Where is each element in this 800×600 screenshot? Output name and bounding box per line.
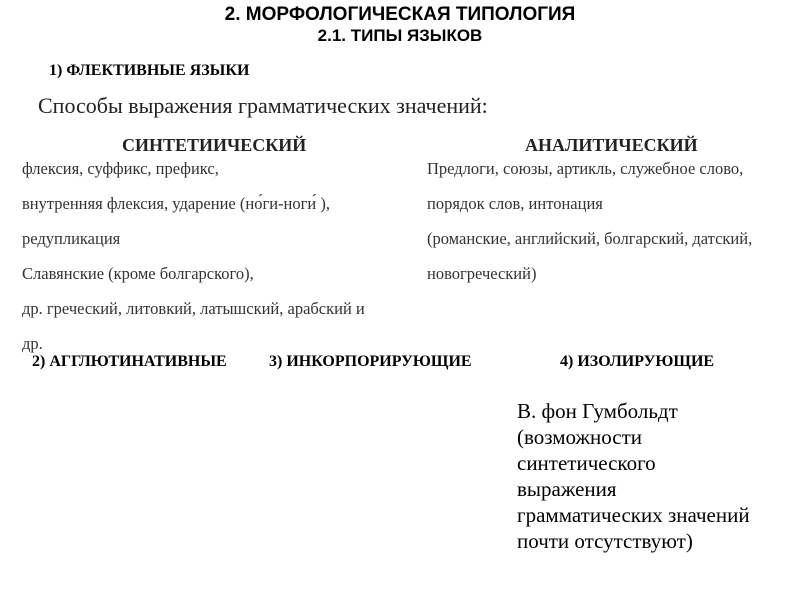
- synthetic-heading: СИНТЕТИИЧЕСКИЙ: [122, 135, 307, 155]
- synthetic-line: Славянские (кроме болгарского),: [22, 264, 254, 283]
- analytic-line: Предлоги, союзы, артикль, служебное слово,: [427, 159, 744, 178]
- synthetic-line: др.: [22, 334, 43, 353]
- synthetic-line: внутренняя флексия, ударение (но́ги-ноги́ ),: [22, 194, 330, 213]
- synthetic-line: флексия, суффикс, префикс,: [22, 159, 219, 178]
- humboldt-note-line: (возможности: [517, 425, 643, 449]
- section-incorporating: 3) ИНКОРПОРИРУЮЩИЕ: [269, 353, 472, 370]
- humboldt-note-line: грамматических значений: [517, 503, 750, 527]
- humboldt-note: [517, 398, 797, 554]
- synthetic-line: редупликация: [22, 229, 121, 248]
- humboldt-note-line: выражения: [517, 477, 617, 501]
- humboldt-note-line: В. фон Гумбольдт: [517, 399, 678, 423]
- section-flective-languages: 1) ФЛЕКТИВНЫЕ ЯЗЫКИ: [49, 62, 250, 79]
- analytic-line: новогреческий): [427, 264, 537, 283]
- analytic-line: порядок слов, интонация: [427, 194, 603, 213]
- synthetic-line: др. греческий, литовкий, латышский, арабский и: [22, 299, 365, 318]
- humboldt-note-line: синтетического: [517, 451, 656, 475]
- humboldt-note-line: почти отсутствуют): [517, 529, 693, 553]
- section-isolating: 4) ИЗОЛИРУЮЩИЕ: [560, 353, 715, 370]
- section-agglutinative: 2) АГГЛЮТИНАТИВНЫЕ: [32, 353, 227, 370]
- analytic-line: (романские, английский, болгарский, датский,: [427, 229, 753, 248]
- page-title: 2. МОРФОЛОГИЧЕСКАЯ ТИПОЛОГИЯ: [224, 4, 576, 25]
- page-subtitle: 2.1. ТИПЫ ЯЗЫКОВ: [317, 26, 483, 45]
- methods-title: Способы выражения грамматических значений:: [38, 93, 488, 118]
- synthetic-list: [22, 159, 365, 369]
- analytic-heading: АНАЛИТИЧЕСКИЙ: [525, 135, 698, 155]
- analytic-list: [427, 159, 752, 299]
